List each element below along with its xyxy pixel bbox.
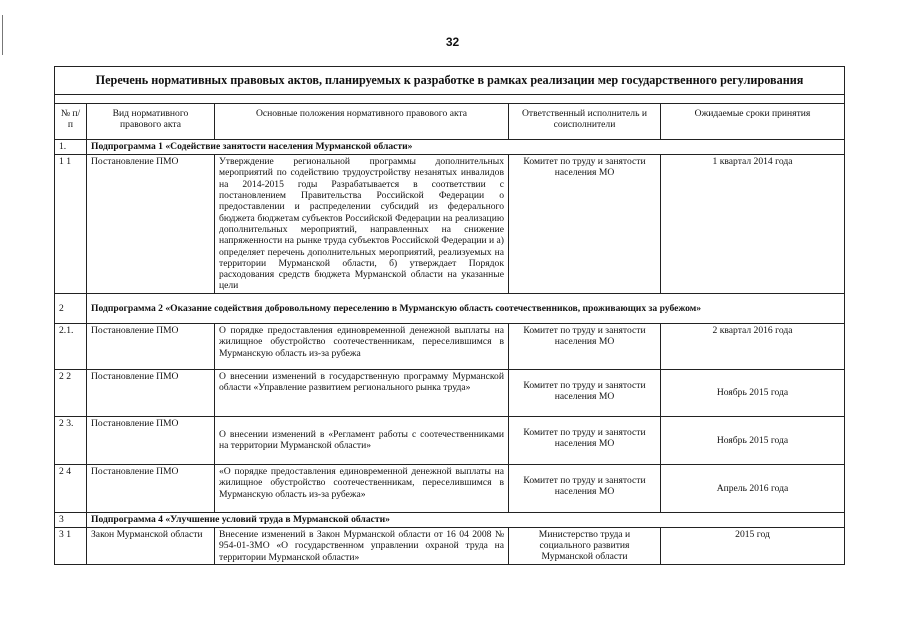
section-row [55, 512, 845, 527]
row-num: 2 4 [55, 464, 87, 512]
page-number: 32 [445, 35, 460, 49]
row-responsible: Комитет по труду и занятости населения МО [509, 416, 661, 464]
row-deadline: Ноябрь 2015 года [661, 369, 845, 416]
row-type: Закон Мурманской области [87, 527, 215, 565]
row-type: Постановление ПМО [87, 416, 215, 464]
section-num: 2 [55, 293, 87, 323]
row-provisions: Утверждение региональной программы дополнительных мероприятий по содействию трудоустройству незанятых инвалидов на 2014-2015 годы Разрабатывается в соответствии с постановлением Правительства Российской Федерации о предоставлении и распределении субсидий из федерального бюджета бюджетам субъектов Российской Федерации на реализацию дополнительных мероприятий, направленных на снижение напряженности на рынке труда субъектов Российской Федерации и а) определяет перечень дополнительных мероприятий, реализуемых на территории Мурманской области, б) утверждает Порядок расходования средств бюджета Мурманской области на указанные цели [215, 155, 509, 294]
header-num: № п/п [55, 104, 87, 140]
row-num: 2 2 [55, 369, 87, 416]
table-title: Перечень нормативных правовых актов, планируемых к разработке в рамках реализации мер государственного регулирования [55, 67, 845, 95]
row-num: 2.1. [55, 323, 87, 369]
section-title: Подпрограмма 1 «Содействие занятости населения Мурманской области» [87, 140, 845, 155]
row-deadline: 1 квартал 2014 года [661, 155, 845, 294]
row-deadline: 2015 год [661, 527, 845, 565]
row-responsible: Комитет по труду и занятости населения МО [509, 155, 661, 294]
spacer-row [55, 95, 845, 104]
header-row [55, 104, 845, 140]
section-title: Подпрограмма 4 «Улучшение условий труда в Мурманской области» [87, 512, 845, 527]
row-type: Постановление ПМО [87, 323, 215, 369]
row-deadline: Апрель 2016 года [661, 464, 845, 512]
table-row [55, 527, 845, 565]
header-responsible: Ответственный исполнитель и соисполнители [509, 104, 661, 140]
section-row [55, 293, 845, 323]
row-deadline: Ноябрь 2015 года [661, 416, 845, 464]
section-title: Подпрограмма 2 «Оказание содействия добровольному переселению в Мурманскую область соотечественников, проживающих за рубежом» [87, 293, 845, 323]
legal-acts-table [54, 66, 845, 565]
row-responsible: Министерство труда и социального развития Мурманской области [509, 527, 661, 565]
section-row [55, 140, 845, 155]
section-num: 3 [55, 512, 87, 527]
row-type: Постановление ПМО [87, 464, 215, 512]
row-type: Постановление ПМО [87, 369, 215, 416]
row-deadline: 2 квартал 2016 года [661, 323, 845, 369]
table-row [55, 416, 845, 464]
row-responsible: Комитет по труду и занятости населения МО [509, 369, 661, 416]
row-provisions: О внесении изменений в государственную программу Мурманской области «Управление развитием регионального рынка труда» [215, 369, 509, 416]
row-responsible: Комитет по труду и занятости населения МО [509, 464, 661, 512]
row-provisions: Внесение изменений в Закон Мурманской области от 16 04 2008 № 954-01-ЗМО «О государственном управлении охраной труда на территории Мурманской области» [215, 527, 509, 565]
row-type: Постановление ПМО [87, 155, 215, 294]
table-row [55, 369, 845, 416]
table-row [55, 323, 845, 369]
header-type: Вид нормативного правового акта [87, 104, 215, 140]
header-deadline: Ожидаемые сроки принятия [661, 104, 845, 140]
table-row [55, 464, 845, 512]
row-num: 1 1 [55, 155, 87, 294]
header-provisions: Основные положения нормативного правового акта [215, 104, 509, 140]
table-row [55, 155, 845, 294]
section-num: 1. [55, 140, 87, 155]
row-num: 3 1 [55, 527, 87, 565]
row-responsible: Комитет по труду и занятости населения МО [509, 323, 661, 369]
row-provisions: «О порядке предоставления единовременной денежной выплаты на жилищное обустройство соотечественникам, переселившимся в Мурманскую область из-за рубежа» [215, 464, 509, 512]
row-num: 2 3. [55, 416, 87, 464]
table-title-row [55, 67, 845, 95]
row-provisions: О внесении изменений в «Регламент работы с соотечественниками на территории Мурманской области» [215, 416, 509, 464]
row-provisions: О порядке предоставления единовременной денежной выплаты на жилищное обустройство соотечественникам, переселившимся в Мурманскую область из-за рубежа [215, 323, 509, 369]
